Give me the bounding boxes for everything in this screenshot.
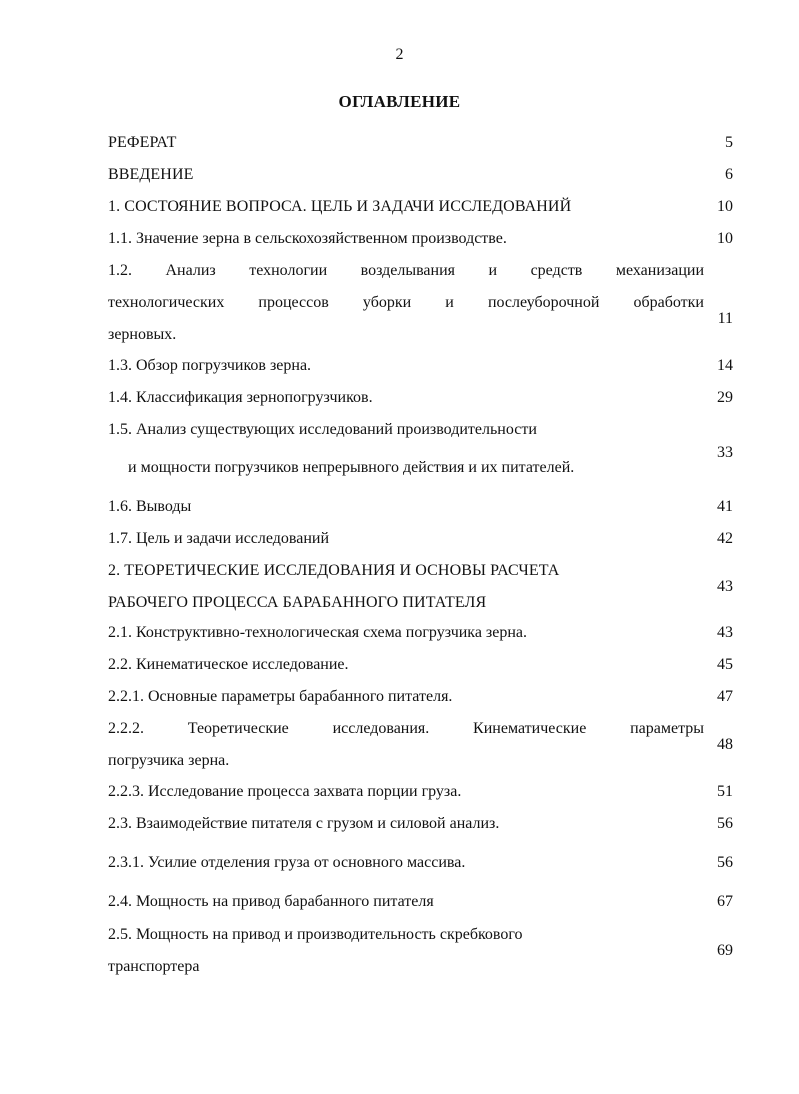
toc-entry-text: ВВЕДЕНИЕ [108, 166, 194, 183]
toc-entry-text: 1.3. Обзор погрузчиков зерна. [108, 357, 312, 374]
toc-entry-page: 47 [717, 688, 733, 705]
toc-entry-page: 6 [725, 166, 733, 183]
toc-entry-line: технологических процессов уборки и послеуборочной обработки [108, 294, 704, 311]
toc-entry-page: 43 [717, 578, 733, 595]
toc-entry-line: 2.5. Мощность на привод и производительность скребкового [108, 926, 523, 943]
toc-entry [108, 421, 733, 481]
toc-entry [108, 262, 733, 346]
toc-entry [108, 926, 733, 978]
toc-entry-text: РЕФЕРАТ [108, 134, 177, 151]
toc-entry-text: 2.2.1. Основные параметры барабанного питателя. [108, 688, 453, 705]
toc-entry-line: 1.5. Анализ существующих исследований производительности [108, 421, 537, 438]
toc-entry-line: 1.2. Анализ технологии возделывания и средств механизации [108, 262, 704, 279]
toc-entry-page: 41 [717, 498, 733, 515]
toc-entry-line: 2. ТЕОРЕТИЧЕСКИЕ ИССЛЕДОВАНИЯ И ОСНОВЫ РАСЧЕТА [108, 562, 560, 579]
toc-entry-text: 1.7. Цель и задачи исследований [108, 530, 330, 547]
toc-title: ОГЛАВЛЕНИЕ [338, 92, 461, 111]
toc-entry-page: 14 [717, 357, 733, 374]
toc-entry-line: и мощности погрузчиков непрерывного действия и их питателей. [128, 459, 575, 476]
toc-entry-page: 43 [717, 624, 733, 641]
toc-entry-line: РАБОЧЕГО ПРОЦЕССА БАРАБАННОГО ПИТАТЕЛЯ [108, 594, 487, 611]
page-number: 2 [395, 46, 404, 63]
toc-entry-text: 1.4. Классификация зернопогрузчиков. [108, 389, 373, 406]
toc-entry-page: 10 [717, 230, 733, 247]
toc-entry-text: 2.2. Кинематическое исследование. [108, 656, 349, 673]
toc-entry-text: 1.6. Выводы [108, 498, 192, 515]
toc-entry-text: 1. СОСТОЯНИЕ ВОПРОСА. ЦЕЛЬ И ЗАДАЧИ ИССЛЕДОВАНИЙ [108, 198, 572, 215]
toc-entry-text: 2.2.3. Исследование процесса захвата порции груза. [108, 783, 462, 800]
toc-entry-page: 51 [717, 783, 733, 800]
toc-entry-page: 10 [717, 198, 733, 215]
toc-entry-text: 1.1. Значение зерна в сельскохозяйственном производстве. [108, 230, 507, 247]
toc-entry-line: транспортера [108, 958, 200, 975]
toc-entry-line: 2.2.2. Теоретические исследования. Кинематические параметры [108, 720, 704, 737]
toc-entry [108, 720, 733, 772]
toc-entry-page: 56 [717, 815, 733, 832]
toc-entry-page: 67 [717, 893, 733, 910]
toc-entry-text: 2.1. Конструктивно-технологическая схема погрузчика зерна. [108, 624, 528, 641]
toc-entry-page: 11 [717, 310, 733, 327]
toc-entry-text: 2.4. Мощность на привод барабанного питателя [108, 893, 434, 910]
toc-entry-page: 33 [717, 444, 733, 461]
toc-entry-page: 29 [717, 389, 733, 406]
toc-entry [108, 562, 733, 614]
toc-entry-page: 56 [717, 854, 733, 871]
toc-entry-page: 48 [717, 736, 733, 753]
toc-entry-line: зерновых. [108, 326, 177, 343]
toc-entry-page: 5 [725, 134, 733, 151]
toc-entry-page: 45 [717, 656, 733, 673]
toc-entry-page: 42 [717, 530, 733, 547]
toc-entry-text: 2.3. Взаимодействие питателя с грузом и силовой анализ. [108, 815, 500, 832]
toc-entry-page: 69 [717, 942, 733, 959]
toc-entry-text: 2.3.1. Усилие отделения груза от основного массива. [108, 854, 466, 871]
toc-entry-line: погрузчика зерна. [108, 752, 230, 769]
